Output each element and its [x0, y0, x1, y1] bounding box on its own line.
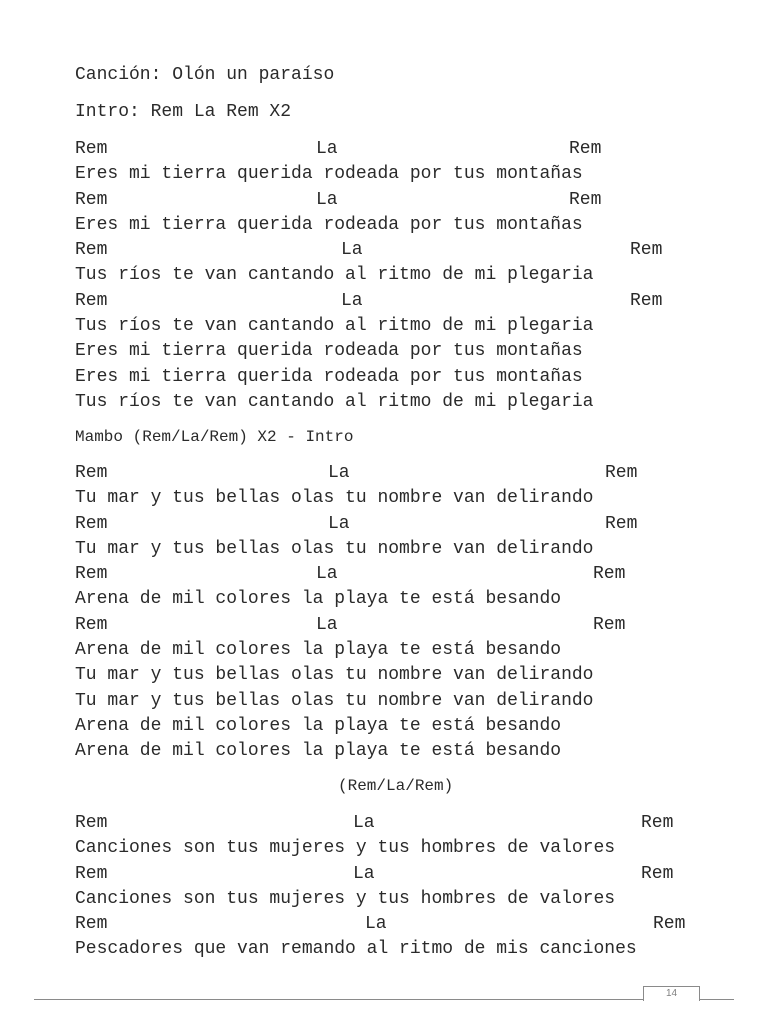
lyric-line: Canciones son tus mujeres y tus hombres de valores — [75, 838, 616, 859]
chord-symbol: La — [328, 463, 350, 483]
chord-symbol: Rem — [75, 863, 108, 884]
chord-symbol: Rem — [75, 463, 108, 483]
chord-symbol: Rem — [630, 240, 663, 261]
chord-symbol: Rem — [605, 463, 638, 483]
footer-divider — [34, 999, 734, 1000]
chord-line — [75, 137, 602, 162]
page-number: 14 — [665, 988, 678, 999]
chord-line — [75, 912, 686, 937]
lyric-line: Tus ríos te van cantando al ritmo de mi plegaria — [75, 316, 594, 337]
lyric-line: Eres mi tierra querida rodeada por tus montañas — [75, 366, 583, 387]
chord-symbol: Rem — [75, 189, 108, 210]
interlude-label: (Rem/La/Rem) — [338, 777, 454, 795]
lyric-line: Eres mi tierra querida rodeada por tus montañas — [75, 341, 583, 362]
chord-symbol: Rem — [605, 513, 638, 534]
page-number-tab — [643, 986, 700, 1001]
chord-line — [75, 238, 663, 263]
chord-symbol: Rem — [593, 614, 626, 635]
lyric-line: Tu mar y tus bellas olas tu nombre van delirando — [75, 488, 594, 509]
lyric-line: Arena de mil colores la playa te está besando — [75, 640, 562, 661]
chord-line — [75, 862, 674, 887]
lyric-line: Pescadores que van remando al ritmo de mis canciones — [75, 939, 637, 960]
chord-symbol: La — [341, 240, 363, 261]
chord-symbol: Rem — [569, 189, 602, 210]
lyric-line: Tus ríos te van cantando al ritmo de mi plegaria — [75, 265, 594, 286]
lyric-line: Canciones son tus mujeres y tus hombres de valores — [75, 888, 616, 909]
chord-symbol: Rem — [75, 513, 108, 534]
chord-symbol: Rem — [569, 139, 602, 159]
chord-symbol: Rem — [653, 914, 686, 935]
verse-section-1 — [75, 137, 663, 415]
chord-symbol: La — [353, 813, 375, 833]
chord-symbol: Rem — [641, 863, 674, 884]
chord-symbol: Rem — [75, 564, 108, 585]
lyric-line: Tus ríos te van cantando al ritmo de mi plegaria — [75, 391, 594, 412]
lyric-line: Tu mar y tus bellas olas tu nombre van delirando — [75, 665, 594, 686]
mambo-label: Mambo (Rem/La/Rem) X2 - Intro — [75, 428, 354, 446]
chord-line — [75, 613, 626, 638]
chord-symbol: La — [353, 863, 375, 884]
chord-symbol: Rem — [75, 813, 108, 833]
chord-line — [75, 562, 626, 587]
chord-line — [75, 512, 638, 537]
lyric-line: Tu mar y tus bellas olas tu nombre van delirando — [75, 690, 594, 711]
chord-symbol: Rem — [630, 290, 663, 311]
chord-line — [75, 289, 663, 314]
verse-section-2 — [75, 461, 638, 765]
chord-symbol: La — [341, 290, 363, 311]
verse-section-3 — [75, 811, 686, 963]
chord-symbol: La — [316, 139, 338, 159]
lyric-line: Arena de mil colores la playa te está besando — [75, 589, 562, 610]
chord-symbol: Rem — [641, 813, 674, 833]
chord-symbol: Rem — [593, 564, 626, 585]
chord-symbol: La — [365, 914, 387, 935]
chord-symbol: Rem — [75, 290, 108, 311]
song-intro: Intro: Rem La Rem X2 — [75, 102, 292, 122]
chord-line — [75, 188, 602, 213]
chord-symbol: La — [316, 564, 338, 585]
song-title: Canción: Olón un paraíso — [75, 65, 335, 85]
chord-line — [75, 811, 674, 836]
chord-symbol: Rem — [75, 614, 108, 635]
lyric-line: Eres mi tierra querida rodeada por tus montañas — [75, 164, 583, 185]
lyric-line: Arena de mil colores la playa te está besando — [75, 741, 562, 762]
chord-symbol: La — [316, 189, 338, 210]
lyric-line: Arena de mil colores la playa te está besando — [75, 715, 562, 736]
chord-symbol: Rem — [75, 914, 108, 935]
chord-line — [75, 461, 638, 486]
chord-symbol: La — [316, 614, 338, 635]
lyric-line: Tu mar y tus bellas olas tu nombre van delirando — [75, 538, 594, 559]
lyric-line: Eres mi tierra querida rodeada por tus montañas — [75, 214, 583, 235]
chord-symbol: Rem — [75, 240, 108, 261]
chord-symbol: Rem — [75, 139, 108, 159]
chord-symbol: La — [328, 513, 350, 534]
